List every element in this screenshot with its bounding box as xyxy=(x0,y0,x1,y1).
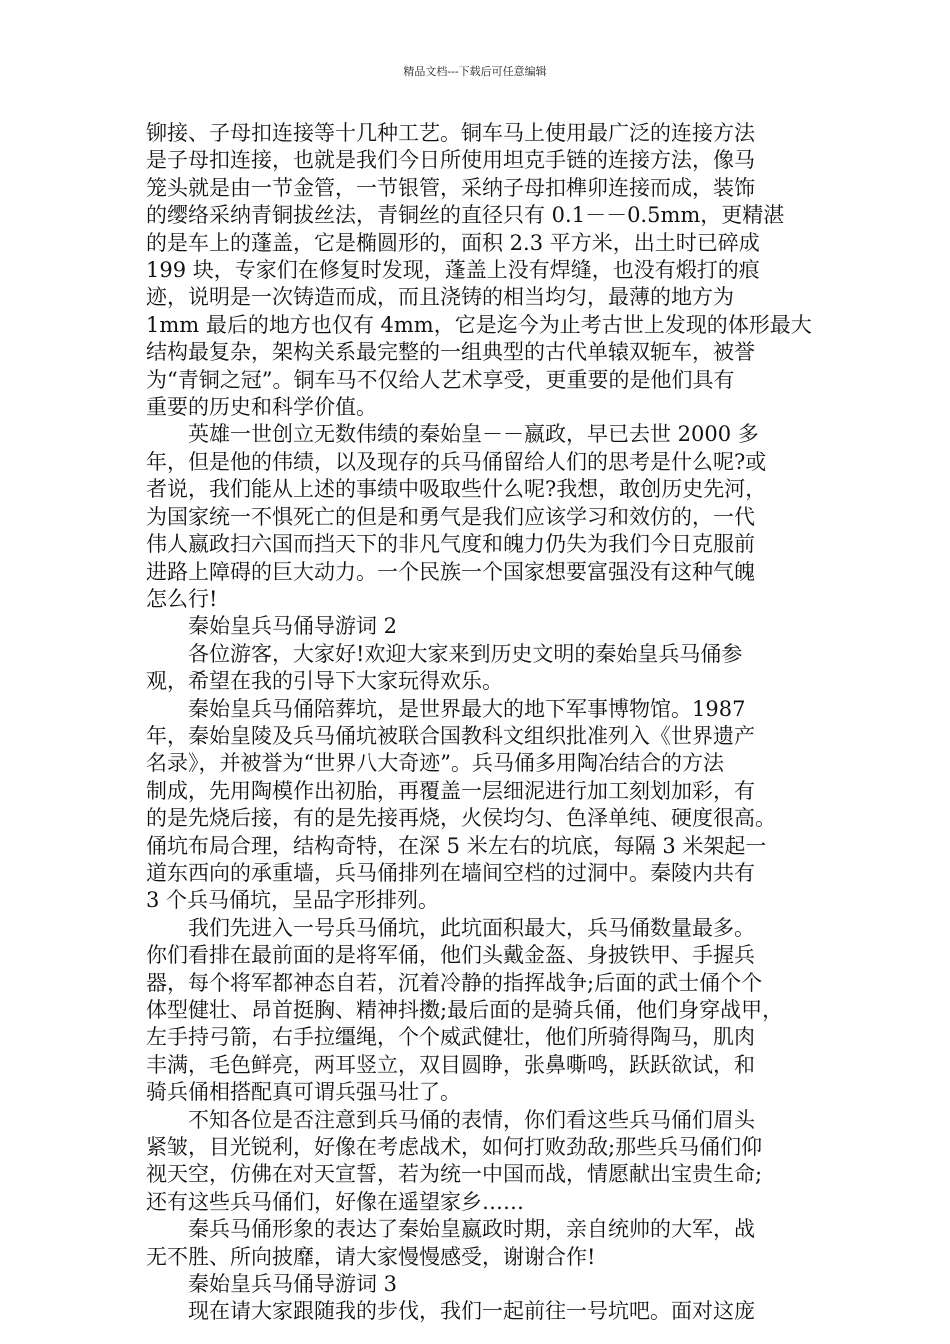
text-line: 伟人嬴政扫六国而挡天下的非凡气度和魄力仍失为我们今日克服前 xyxy=(146,532,755,557)
text-line: 年，但是他的伟绩，以及现存的兵马俑留给人们的思考是什么呢?或 xyxy=(146,449,767,474)
text-line: 不知各位是否注意到兵马俑的表情，你们看这些兵马俑们眉头 xyxy=(146,1107,755,1132)
page-header: 精品文档---下载后可任意编辑 xyxy=(403,65,547,78)
text-line: 我们先进入一号兵马俑坑，此坑面积最大，兵马俑数量最多。 xyxy=(146,915,755,940)
text-line: 道东西向的承重墙，兵马俑排列在墙间空档的过洞中。秦陵内共有 xyxy=(146,860,755,885)
text-line: 的是车上的蓬盖，它是椭圆形的，面积 2.3 平方米，出土时已碎成 xyxy=(146,230,760,255)
text-line: 重要的历史和科学价值。 xyxy=(146,395,377,420)
paragraph xyxy=(146,641,818,696)
text-line: 器，每个将军都神态自若，沉着冷静的指挥战争;后面的武士俑个个 xyxy=(146,970,763,995)
paragraph xyxy=(146,120,818,421)
text-line: 怎么行! xyxy=(146,586,218,611)
text-line: 无不胜、所向披靡，请大家慢慢感受，谢谢合作! xyxy=(146,1244,596,1269)
text-line: 紧皱，目光锐利，好像在考虑战术，如何打败劲敌;那些兵马俑们仰 xyxy=(146,1135,763,1160)
text-line: 丰满，毛色鲜亮，两耳竖立，双目圆睁，张鼻嘶鸣，跃跃欲试，和 xyxy=(146,1052,755,1077)
text-line: 为国家统一不惧死亡的但是和勇气是我们应该学习和效仿的，一代 xyxy=(146,504,755,529)
text-line: 名录》，并被誉为“世界八大奇迹”。兵马俑多用陶冶结合的方法 xyxy=(146,751,724,776)
text-line: 秦兵马俑形象的表达了秦始皇嬴政时期，亲自统帅的大军，战 xyxy=(146,1217,755,1242)
text-line: 骑兵俑相搭配真可谓兵强马壮了。 xyxy=(146,1080,461,1105)
text-line: 铆接、子母扣连接等十几种工艺。铜车马上使用最广泛的连接方法 xyxy=(146,121,755,145)
text-line: 左手持弓箭，右手拉缰绳，个个威武健壮，他们所骑得陶马，肌肉 xyxy=(146,1025,755,1050)
text-line: 秦始皇兵马俑导游词 2 xyxy=(146,614,398,639)
text-line: 观，希望在我的引导下大家玩得欢乐。 xyxy=(146,669,503,694)
text-line: 俑坑布局合理，结构奇特，在深 5 米左右的坑底，每隔 3 米架起一 xyxy=(146,833,767,858)
text-line: 1mm 最后的地方也仅有 4mm，它是迄今为止考古世上发现的体形最大 xyxy=(146,312,812,337)
text-line: 视天空，仿佛在对天宣誓，若为统一中国而战，情愿献出宝贵生命; xyxy=(146,1162,763,1187)
paragraph xyxy=(146,915,818,1107)
paragraph xyxy=(146,1298,818,1325)
paragraph xyxy=(146,421,818,613)
text-line: 为“青铜之冠”。铜车马不仅给人艺术享受，更重要的是他们具有 xyxy=(146,367,735,392)
text-line: 进路上障碍的巨大动力。一个民族一个国家想要富强没有这种气魄 xyxy=(146,559,755,584)
paragraph xyxy=(146,1107,818,1217)
text-line: 结构最复杂，架构关系最完整的一组典型的古代单辕双轭车，被誉 xyxy=(146,340,755,365)
text-line: 199 块，专家们在修复时发现，蓬盖上没有焊缝，也没有煅打的痕 xyxy=(146,258,760,283)
text-line: 英雄一世创立无数伟绩的秦始皇－－嬴政，早已去世 2000 多 xyxy=(146,422,759,447)
text-line: 你们看排在最前面的是将军俑，他们头戴金盔、身披铁甲、手握兵 xyxy=(146,943,755,968)
text-line: 现在请大家跟随我的步伐，我们一起前往一号坑吧。面对这庞 xyxy=(146,1299,755,1324)
paragraph xyxy=(146,613,818,640)
paragraph xyxy=(146,696,818,915)
paragraph xyxy=(146,1271,818,1298)
text-line: 是子母扣连接，也就是我们今日所使用坦克手链的连接方法，像马 xyxy=(146,148,755,173)
text-line: 迹，说明是一次铸造而成，而且浇铸的相当均匀，最薄的地方为 xyxy=(146,285,734,310)
text-line: 各位游客，大家好!欢迎大家来到历史文明的秦始皇兵马俑参 xyxy=(146,641,743,666)
text-line: 秦始皇兵马俑导游词 3 xyxy=(146,1272,398,1297)
paragraph xyxy=(146,1216,818,1271)
text-line: 体型健壮、昂首挺胸、精神抖擞;最后面的是骑兵俑，他们身穿战甲， xyxy=(146,998,784,1022)
document-body xyxy=(146,120,818,1326)
text-line: 还有这些兵马俑们，好像在遥望家乡…… xyxy=(146,1189,524,1214)
text-line: 的是先烧后接，有的是先接再烧，火侯均匀、色泽单纯、硬度很高。 xyxy=(146,806,776,831)
text-line: 者说，我们能从上述的事绩中吸取些什么呢?我想，敢创历史先河， xyxy=(146,477,767,502)
text-line: 的缨络采纳青铜拔丝法，青铜丝的直径只有 0.1－－0.5mm，更精湛 xyxy=(146,203,785,228)
text-line: 制成，先用陶模作出初胎，再覆盖一层细泥进行加工刻划加彩，有 xyxy=(146,778,755,803)
text-line: 秦始皇兵马俑陪葬坑，是世界最大的地下军事博物馆。1987 xyxy=(146,696,746,721)
text-line: 3 个兵马俑坑，呈品字形排列。 xyxy=(146,888,440,913)
text-line: 年，秦始皇陵及兵马俑坑被联合国教科文组织批准列入《世界遗产 xyxy=(146,723,755,748)
text-line: 笼头就是由一节金管，一节银管，采纳子母扣榫卯连接而成，装饰 xyxy=(146,175,755,200)
